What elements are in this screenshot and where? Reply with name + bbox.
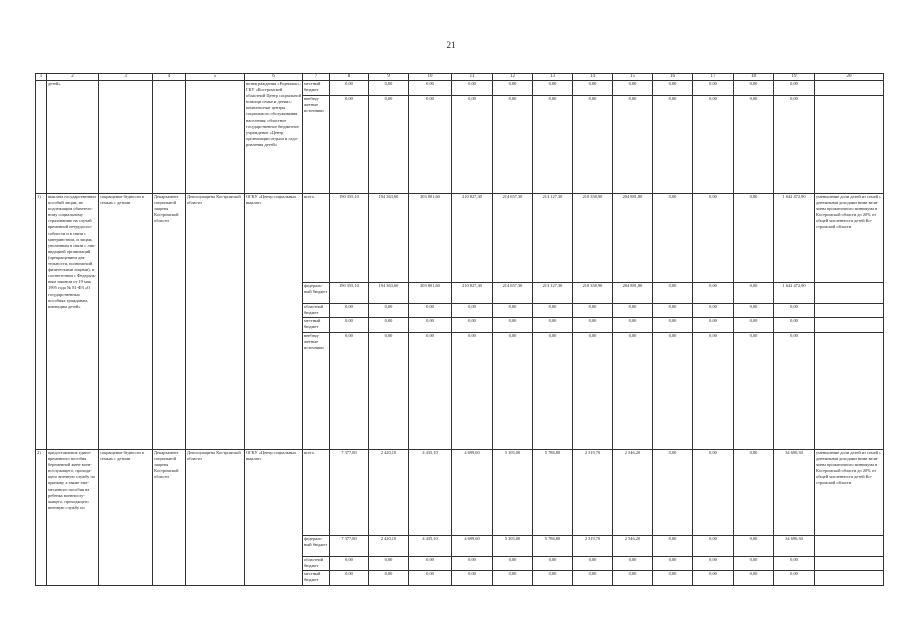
executor-cell: ОГКУ «Центр социальных выплат» <box>245 450 303 586</box>
value-cell: 0,00 <box>693 194 734 283</box>
result-cell <box>815 571 884 586</box>
value-cell: 0,00 <box>653 283 693 304</box>
value-cell: 0,00 <box>613 304 653 318</box>
value-cell: 0,00 <box>734 557 774 571</box>
header-cell: 18 <box>734 74 774 81</box>
value-cell: 5 105,00 <box>493 450 533 536</box>
value-cell: 0,00 <box>369 96 409 194</box>
source-cell: внебюджетные источники <box>303 96 330 194</box>
table-row <box>36 81 884 96</box>
value-cell: 0,00 <box>693 81 734 96</box>
value-cell: 203 801,60 <box>409 283 452 304</box>
coordinator-cell <box>186 81 245 194</box>
value-cell: 5 105,00 <box>493 536 533 557</box>
name-cell: выплата государственных пособий лицам, не подлежащим обязательному социальному страхованию на случай временной нетрудоспособности и в связи с материнством, и лицам, уволенным в связи с ликвидацией организаций (прекращением деятельности, полномочий физическими лицами), в соответствии с Федеральным законом от 19 мая 1995 года № 81-ФЗ «О государственных пособиях гражданам, имеющим детей» <box>47 194 99 450</box>
value-cell: 0,00 <box>533 96 573 194</box>
value-cell: 0,00 <box>369 318 409 333</box>
value-cell: 210 827,30 <box>452 283 493 304</box>
value-cell: 0,00 <box>693 557 734 571</box>
result-cell <box>815 333 884 450</box>
result-cell: уменьшение доли детей из семей с денежными доходами ниже величины прожиточного минимума в Костромской области до 20% от общей численности детей Костромской области <box>815 194 884 283</box>
source-cell: всего <box>303 194 330 283</box>
value-cell: 0,00 <box>409 318 452 333</box>
value-cell: 0,00 <box>452 304 493 318</box>
value-cell: 34 690,30 <box>774 536 815 557</box>
header-cell: 1 <box>36 74 47 81</box>
executor-cell: вознаграждения «Родничок»; ГКУ «Костромской областной Центр социальной помощи семье и детям»; комплексные центры социального обслуживания населения; областное государственное бюджетное учреждение «Центр организации отдыха и оздоровления детей» <box>245 81 303 194</box>
value-cell: 34 690,30 <box>774 450 815 536</box>
value-cell: 0,00 <box>493 333 533 450</box>
value-cell: 0,00 <box>693 283 734 304</box>
num-cell: 1) <box>36 194 47 450</box>
value-cell: 0,00 <box>734 450 774 536</box>
value-cell: 0,00 <box>452 96 493 194</box>
value-cell: 0,00 <box>734 536 774 557</box>
value-cell: 210 358,90 <box>573 194 613 283</box>
value-cell: 4 699,60 <box>452 536 493 557</box>
goal-cell: сокращение бедности в семьях с детьми <box>99 194 153 450</box>
header-cell: 7 <box>303 74 330 81</box>
value-cell: 0,00 <box>330 81 369 96</box>
value-cell: 0,00 <box>409 96 452 194</box>
coordinator-cell: Депсоцзащиты Костромской области <box>186 450 245 586</box>
value-cell: 7 377,80 <box>330 536 369 557</box>
header-cell: 13 <box>533 74 573 81</box>
value-cell: 0,00 <box>409 304 452 318</box>
value-cell: 0,00 <box>573 333 613 450</box>
value-cell: 0,00 <box>653 571 693 586</box>
ministry-cell: Департамент социальной защиты Костромской области <box>153 194 186 450</box>
header-cell: 9 <box>369 74 409 81</box>
source-cell: внебюджетные источники <box>303 333 330 450</box>
value-cell: 0,00 <box>330 571 369 586</box>
value-cell: 0,00 <box>452 318 493 333</box>
value-cell: 0,00 <box>493 96 533 194</box>
value-cell: 0,00 <box>533 333 573 450</box>
value-cell: 194 363,60 <box>369 283 409 304</box>
table-row <box>36 450 884 536</box>
value-cell: 214 657,30 <box>493 283 533 304</box>
value-cell: 0,00 <box>774 304 815 318</box>
value-cell: 4 435,10 <box>409 536 452 557</box>
value-cell: 2 420,10 <box>369 450 409 536</box>
result-cell <box>815 96 884 194</box>
value-cell: 0,00 <box>653 557 693 571</box>
result-cell <box>815 81 884 96</box>
value-cell: 0,00 <box>452 571 493 586</box>
value-cell: 0,00 <box>653 450 693 536</box>
value-cell: 0,00 <box>613 81 653 96</box>
value-cell: 0,00 <box>452 81 493 96</box>
value-cell: 0,00 <box>734 304 774 318</box>
header-cell: 4 <box>153 74 186 81</box>
value-cell: 0,00 <box>613 333 653 450</box>
value-cell: 0,00 <box>330 557 369 571</box>
result-cell: уменьшение доли детей из семей с денежными доходами ниже величины прожиточного минимума в Костромской области до 20% от общей численности детей Костромской области <box>815 450 884 536</box>
value-cell: 0,00 <box>452 333 493 450</box>
source-cell: всего <box>303 450 330 536</box>
value-cell: 5 786,80 <box>533 450 573 536</box>
table-row <box>36 194 884 283</box>
value-cell: 0,00 <box>774 96 815 194</box>
value-cell: 0,00 <box>369 557 409 571</box>
value-cell: 0,00 <box>734 571 774 586</box>
header-cell: 8 <box>330 74 369 81</box>
coordinator-cell: Депсоцзащиты Костромской области <box>186 194 245 450</box>
value-cell: 0,00 <box>653 318 693 333</box>
value-cell: 0,00 <box>653 96 693 194</box>
value-cell: 0,00 <box>493 304 533 318</box>
value-cell: 0,00 <box>493 318 533 333</box>
value-cell: 0,00 <box>573 571 613 586</box>
value-cell: 0,00 <box>693 536 734 557</box>
value-cell: 0,00 <box>409 557 452 571</box>
source-cell: местный бюджет <box>303 81 330 96</box>
value-cell: 0,00 <box>734 96 774 194</box>
value-cell: 0,00 <box>734 318 774 333</box>
page-number: 21 <box>446 40 456 50</box>
value-cell: 0,00 <box>409 81 452 96</box>
value-cell: 0,00 <box>493 571 533 586</box>
header-cell: 3 <box>99 74 153 81</box>
header-cell: 2 <box>47 74 99 81</box>
ministry-cell <box>153 81 186 194</box>
value-cell: 0,00 <box>693 333 734 450</box>
header-row <box>36 74 884 81</box>
source-cell: федеральный бюджет <box>303 536 330 557</box>
value-cell: 190 355,10 <box>330 194 369 283</box>
value-cell: 0,00 <box>693 571 734 586</box>
header-cell: 14 <box>573 74 613 81</box>
value-cell: 204 881,80 <box>613 194 653 283</box>
value-cell: 0,00 <box>493 81 533 96</box>
goal-cell: сокращение бедности в семьях с детьми <box>99 450 153 586</box>
value-cell: 0,00 <box>409 333 452 450</box>
source-cell: областной бюджет <box>303 304 330 318</box>
value-cell: 4 699,60 <box>452 450 493 536</box>
value-cell: 0,00 <box>774 333 815 450</box>
value-cell: 0,00 <box>693 96 734 194</box>
value-cell: 0,00 <box>774 318 815 333</box>
source-cell: местный бюджет <box>303 318 330 333</box>
value-cell: 213 127,30 <box>533 283 573 304</box>
value-cell: 0,00 <box>653 536 693 557</box>
result-cell <box>815 318 884 333</box>
source-cell: областной бюджет <box>303 557 330 571</box>
value-cell: 0,00 <box>573 96 613 194</box>
value-cell: 0,00 <box>369 333 409 450</box>
value-cell: 0,00 <box>734 194 774 283</box>
header-cell: 12 <box>493 74 533 81</box>
header-cell: 16 <box>653 74 693 81</box>
source-cell: местный бюджет <box>303 571 330 586</box>
value-cell: 0,00 <box>734 81 774 96</box>
value-cell: 0,00 <box>452 557 493 571</box>
header-cell: 15 <box>613 74 653 81</box>
value-cell: 0,00 <box>533 318 573 333</box>
value-cell: 0,00 <box>409 571 452 586</box>
value-cell: 2 546,20 <box>613 450 653 536</box>
header-cell: 20 <box>815 74 884 81</box>
value-cell: 0,00 <box>693 450 734 536</box>
header-cell: 6 <box>245 74 303 81</box>
value-cell: 7 377,80 <box>330 450 369 536</box>
header-cell: 19 <box>774 74 815 81</box>
value-cell: 0,00 <box>369 304 409 318</box>
value-cell: 0,00 <box>369 571 409 586</box>
value-cell: 0,00 <box>533 571 573 586</box>
value-cell: 0,00 <box>774 557 815 571</box>
executor-cell: ОГКУ «Центр социальных выплат» <box>245 194 303 450</box>
budget-table <box>35 73 884 586</box>
value-cell: 0,00 <box>693 318 734 333</box>
ministry-cell: Департамент социальной защиты Костромской области <box>153 450 186 586</box>
value-cell: 204 881,80 <box>613 283 653 304</box>
source-cell: федеральный бюджет <box>303 283 330 304</box>
num-cell <box>36 81 47 194</box>
value-cell: 0,00 <box>369 81 409 96</box>
value-cell: 0,00 <box>653 333 693 450</box>
value-cell: 0,00 <box>533 81 573 96</box>
value-cell: 2 319,70 <box>573 450 613 536</box>
value-cell: 210 827,30 <box>452 194 493 283</box>
header-cell: 17 <box>693 74 734 81</box>
value-cell: 194 363,60 <box>369 194 409 283</box>
value-cell: 213 127,30 <box>533 194 573 283</box>
value-cell: 2 319,70 <box>573 536 613 557</box>
value-cell: 1 642 472,90 <box>774 283 815 304</box>
value-cell: 2 420,10 <box>369 536 409 557</box>
value-cell: 0,00 <box>330 333 369 450</box>
value-cell: 0,00 <box>493 557 533 571</box>
value-cell: 0,00 <box>734 283 774 304</box>
value-cell: 1 642 472,90 <box>774 194 815 283</box>
value-cell: 0,00 <box>653 304 693 318</box>
value-cell: 0,00 <box>330 96 369 194</box>
value-cell: 0,00 <box>573 557 613 571</box>
value-cell: 210 358,90 <box>573 283 613 304</box>
value-cell: 0,00 <box>613 571 653 586</box>
header-cell: 10 <box>409 74 452 81</box>
value-cell: 0,00 <box>653 81 693 96</box>
value-cell: 2 546,20 <box>613 536 653 557</box>
value-cell: 0,00 <box>613 318 653 333</box>
value-cell: 0,00 <box>573 81 613 96</box>
value-cell: 0,00 <box>573 318 613 333</box>
value-cell: 0,00 <box>774 81 815 96</box>
value-cell: 4 435,10 <box>409 450 452 536</box>
value-cell: 203 801,60 <box>409 194 452 283</box>
result-cell <box>815 283 884 304</box>
header-cell: 11 <box>452 74 493 81</box>
value-cell: 0,00 <box>533 304 573 318</box>
result-cell <box>815 536 884 557</box>
value-cell: 0,00 <box>613 557 653 571</box>
value-cell: 0,00 <box>573 304 613 318</box>
value-cell: 0,00 <box>734 333 774 450</box>
name-cell: предоставление единовременного пособия беременной жене военнослужащего, проходящего военную службу по призыву, а также ежемесячного пособия на ребенка военнослужащего, проходящего военную службу по <box>47 450 99 586</box>
value-cell: 0,00 <box>653 194 693 283</box>
num-cell: 2) <box>36 450 47 586</box>
name-cell: детей» <box>47 81 99 194</box>
value-cell: 190 355,10 <box>330 283 369 304</box>
value-cell: 5 786,80 <box>533 536 573 557</box>
value-cell: 0,00 <box>330 318 369 333</box>
goal-cell <box>99 81 153 194</box>
value-cell: 0,00 <box>774 571 815 586</box>
value-cell: 0,00 <box>330 304 369 318</box>
result-cell <box>815 557 884 571</box>
header-cell: 5 <box>186 74 245 81</box>
value-cell: 0,00 <box>533 557 573 571</box>
value-cell: 0,00 <box>693 304 734 318</box>
value-cell: 214 657,30 <box>493 194 533 283</box>
value-cell: 0,00 <box>613 96 653 194</box>
result-cell <box>815 304 884 318</box>
